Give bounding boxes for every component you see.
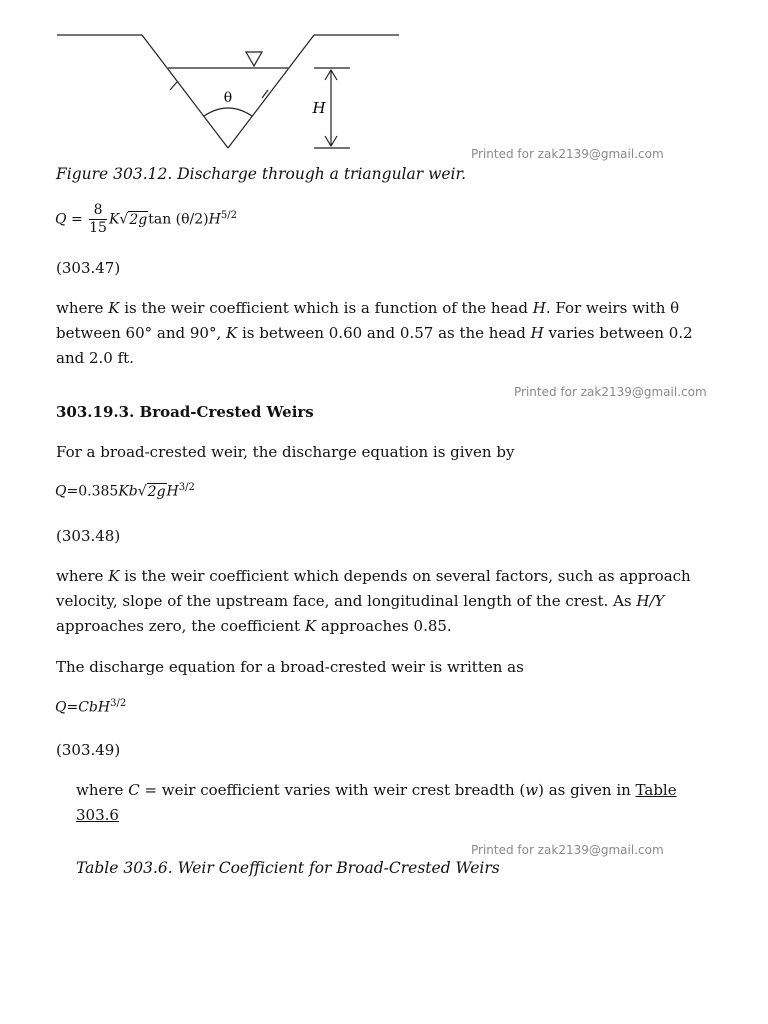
equation-number: (303.49) (56, 741, 121, 759)
table-303-6-link[interactable]: Table 303.6 (76, 781, 677, 824)
eq-radicand: 2g (129, 211, 148, 228)
water-level-triangle (246, 52, 262, 66)
equation-number: (303.47) (56, 259, 121, 277)
eq-var: K (108, 211, 120, 228)
eq-fraction (89, 202, 107, 237)
weir-side-left (142, 35, 228, 148)
sqrt-symbol: √ (137, 483, 147, 500)
equation-303-47 (55, 202, 237, 237)
h-label: H (312, 99, 326, 117)
paragraph-weir-coefficient: where K is the weir coefficient which is a function of the head H. For weirs with θ between 60° and 90°, K is between 0.60 and 0.57 as the head H varies between 0.2 and 2.0 ft. (56, 299, 693, 367)
eq-radicand: 2g (147, 483, 166, 500)
figure-caption: Figure 303.12. Discharge through a triangular weir. (56, 165, 467, 183)
equation-number: (303.48) (56, 527, 121, 545)
eq-denominator: 15 (89, 220, 107, 236)
paragraph-discharge-equation: The discharge equation for a broad-crested weir is written as (56, 658, 524, 676)
theta-label: θ (223, 90, 233, 106)
watermark: Printed for zak2139@gmail.com (471, 147, 664, 161)
eq-var: H (208, 211, 221, 228)
eq-tan: tan (θ/2) (148, 211, 209, 228)
watermark: Printed for zak2139@gmail.com (471, 843, 664, 857)
triangular-weir-figure (0, 0, 420, 160)
watermark: Printed for zak2139@gmail.com (514, 385, 707, 399)
table-caption: Table 303.6. Weir Coefficient for Broad-Crested Weirs (76, 859, 500, 877)
paragraph-weir-factors: where K is the weir coefficient which depends on several factors, such as approach velocity, slope of the upstream face, and longitudinal length of the crest. As H/Y approaches zero, the coefficient K approaches 0.85. (56, 567, 691, 635)
eq-numerator: 8 (89, 202, 107, 220)
eq-exponent: 5/2 (220, 209, 237, 221)
weir-side-right (228, 35, 314, 148)
section-heading: 303.19.3. Broad-Crested Weirs (56, 403, 314, 421)
hatch-left (170, 82, 177, 90)
paragraph-broad-crested: For a broad-crested weir, the discharge equation is given by (56, 443, 515, 461)
equation-303-48: $Q=0.385Kb√2gH^{3/2}$ (55, 482, 195, 500)
sqrt-symbol: √ (119, 211, 129, 228)
eq-equals: = (70, 211, 83, 228)
theta-arc (204, 108, 252, 116)
paragraph-weir-crest: where C = weir coefficient varies with weir crest breadth (w) as given in Table 303.6 (76, 781, 677, 824)
eq-var: Q (55, 211, 67, 228)
equation-303-49: Q=CbH$^{3/2}$ (55, 698, 127, 716)
